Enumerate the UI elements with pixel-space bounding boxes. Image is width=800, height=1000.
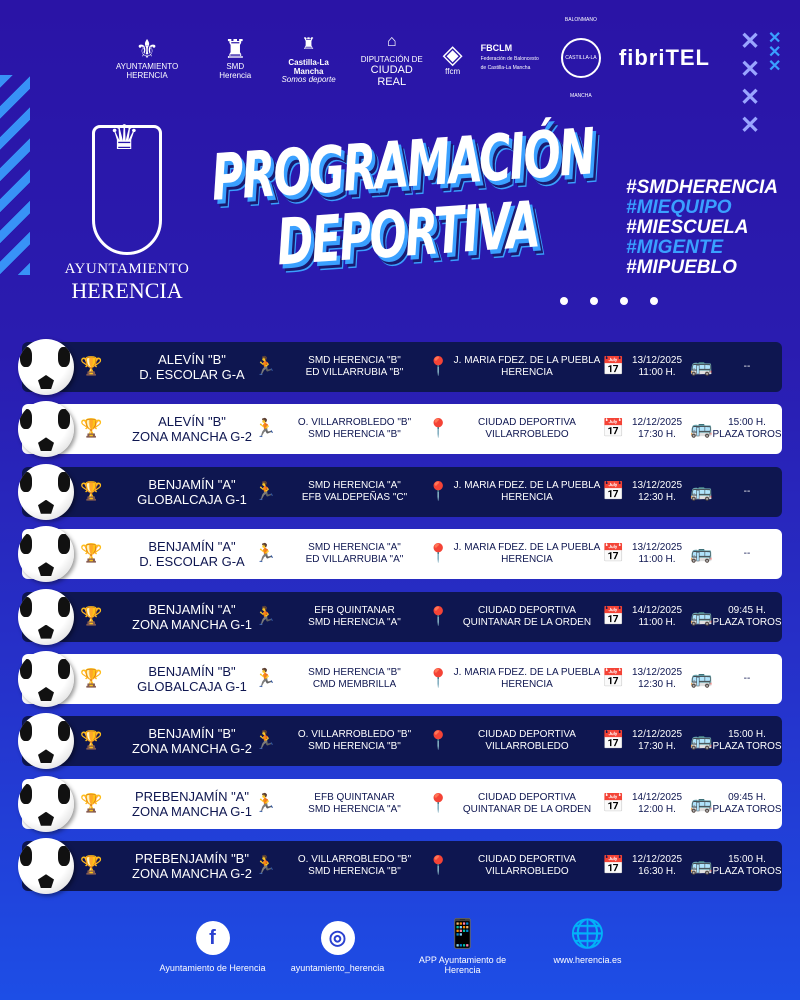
location-pin-icon: 📍 (427, 792, 450, 813)
venue (447, 480, 607, 504)
category-line2: D. ESCOLAR G-A (139, 367, 245, 382)
calendar-icon: 📅 (602, 668, 625, 688)
trophy-icon: 🏆 (80, 418, 103, 439)
runner-icon: 🏃 (254, 480, 277, 501)
teams-line1: SMD HERENCIA "B" (308, 355, 401, 366)
category-line1: BENJAMÍN "A" (148, 601, 236, 617)
category-line1: BENJAMÍN "B" (148, 726, 236, 742)
date-time-line1: 12/12/2025 (631, 417, 683, 429)
bus-departure-line1: -- (743, 361, 751, 372)
date-time-line1: 14/12/2025 (631, 604, 683, 616)
trophy-icon: 🏆 (80, 543, 103, 564)
calendar-icon: 📅 (602, 605, 625, 626)
trophy-icon: 🏆 (80, 855, 103, 876)
date-time (627, 667, 687, 691)
ayuntamiento-crest (62, 125, 192, 304)
calendar-icon: 📅 (602, 418, 625, 439)
bus-departure (707, 729, 787, 753)
category-line2: ZONA MANCHA G-1 (132, 616, 252, 632)
venue-line2: HERENCIA (501, 554, 553, 566)
logo-smd: ♜ SMD Herencia (219, 34, 252, 80)
category (127, 664, 257, 694)
match-row (22, 716, 782, 766)
teams (292, 355, 417, 379)
venue-line1: J. MARIA FDEZ. DE LA PUEBLA (453, 667, 601, 678)
bus-departure-line1: 09:45 H. (728, 604, 766, 616)
teams-line2: CMD MEMBRILLA (312, 679, 397, 690)
category-line1: BENJAMÍN "B" (148, 664, 236, 679)
footer-label[interactable]: ayuntamiento_herencia (290, 963, 385, 973)
bus-departure (707, 854, 787, 878)
venue-line2: HERENCIA (501, 679, 553, 690)
teams-line2: SMD HERENCIA "B" (308, 741, 401, 753)
bus-departure-line1: 15:00 H. (728, 854, 766, 866)
decorative-crosses: ✕ ✕ ✕ ✕ ✕ ✕ ✕ (740, 28, 782, 139)
category-line1: BENJAMÍN "A" (148, 476, 236, 492)
venue-line1: CIUDAD DEPORTIVA (478, 791, 576, 803)
runner-icon: 🏃 (254, 855, 277, 876)
logo-balonmano: BALONMANO CASTILLA-LA MANCHA (561, 38, 601, 78)
hashtag: #MIEQUIPO (626, 197, 732, 218)
trophy-icon: 🏆 (80, 668, 103, 688)
category (127, 352, 257, 382)
category-line2: ZONA MANCHA G-1 (132, 803, 252, 819)
bus-departure (707, 417, 787, 441)
bus-departure-line1: -- (743, 485, 751, 497)
category (127, 602, 257, 632)
calendar-icon: 📅 (602, 730, 625, 751)
category-line1: ALEVÍN "B" (158, 414, 226, 430)
teams-line1: O. VILLARROBLEDO "B" (297, 417, 412, 429)
soccer-ball-icon (18, 776, 74, 832)
venue-line1: J. MARIA FDEZ. DE LA PUEBLA (453, 479, 601, 491)
calendar-icon: 📅 (602, 792, 625, 813)
soccer-ball-icon (18, 464, 74, 520)
teams (292, 417, 417, 441)
date-time-line2: 17:30 H. (638, 429, 676, 441)
location-pin-icon: 📍 (427, 855, 450, 876)
venue (447, 854, 607, 878)
bus-departure (707, 548, 787, 560)
bus-departure-line1: 15:00 H. (728, 729, 766, 741)
date-time-line1: 13/12/2025 (631, 355, 683, 366)
bus-departure-line1: 09:45 H. (728, 791, 766, 803)
venue (447, 729, 607, 753)
calendar-icon: 📅 (602, 480, 625, 501)
venue (447, 355, 607, 379)
venue (447, 417, 607, 441)
decorative-stripes (0, 75, 30, 275)
teams-line2: SMD HERENCIA "A" (308, 616, 401, 628)
location-pin-icon: 📍 (427, 356, 450, 376)
bus-departure-line1: -- (743, 548, 751, 560)
teams (292, 729, 417, 753)
bus-icon: 🚌 (690, 605, 713, 626)
bus-icon: 🚌 (690, 418, 713, 439)
bus-departure (707, 605, 787, 629)
bus-icon: 🚌 (690, 855, 713, 876)
bus-icon: 🚌 (690, 543, 713, 564)
town-label: HERENCIA (71, 278, 183, 303)
sponsor-logos (100, 17, 710, 99)
soccer-ball-icon (18, 339, 74, 395)
match-row (22, 592, 782, 642)
calendar-icon: 📅 (602, 543, 625, 564)
venue (447, 605, 607, 629)
location-pin-icon: 📍 (427, 668, 450, 688)
footer-label[interactable]: www.herencia.es (553, 955, 622, 965)
bus-departure-line1: 15:00 H. (728, 417, 766, 429)
footer-item[interactable] (150, 925, 275, 975)
footer-contacts (150, 918, 650, 975)
match-row (22, 529, 782, 579)
venue-line1: CIUDAD DEPORTIVA (478, 604, 576, 616)
date-time (627, 605, 687, 629)
teams-line2: SMD HERENCIA "A" (308, 803, 401, 815)
date-time (627, 729, 687, 753)
coat-of-arms-icon (92, 125, 162, 255)
bus-departure (707, 792, 787, 816)
logo-ffcm: ◈ ffcm (442, 38, 463, 76)
mobile-app-icon: 📱 (445, 918, 480, 949)
teams-line1: SMD HERENCIA "A" (308, 479, 401, 491)
logo-diputacion: ⌂ DIPUTACIÓN DE CIUDAD REAL (360, 32, 423, 89)
date-time-line2: 11:00 H. (638, 554, 676, 566)
teams (292, 667, 417, 691)
venue-line2: VILLARROBLEDO (485, 866, 569, 878)
trophy-icon: 🏆 (80, 356, 103, 376)
hashtags (626, 178, 778, 278)
bus-icon: 🚌 (690, 792, 713, 813)
calendar-icon: 📅 (602, 356, 625, 376)
date-time-line1: 14/12/2025 (631, 791, 683, 803)
teams-line2: SMD HERENCIA "B" (308, 866, 401, 878)
date-time (627, 355, 687, 379)
category (127, 539, 257, 569)
teams-line1: EFB QUINTANAR (314, 791, 395, 803)
bus-departure (707, 361, 787, 373)
teams (292, 542, 417, 566)
trophy-icon: 🏆 (80, 792, 103, 813)
bus-departure (707, 673, 787, 685)
footer-label[interactable]: APP Ayuntamiento de Herencia (418, 955, 507, 975)
category (127, 477, 257, 507)
date-time-line2: 17:30 H. (638, 741, 676, 753)
runner-icon: 🏃 (254, 356, 277, 376)
facebook-icon: f (196, 921, 230, 955)
venue-line1: J. MARIA FDEZ. DE LA PUEBLA (453, 542, 601, 554)
category (127, 414, 257, 444)
logo-castilla-la-mancha: ♜ Castilla-La Mancha Somos deporte (281, 35, 336, 85)
date-time-line2: 12:00 H. (638, 803, 676, 815)
teams (292, 605, 417, 629)
category-line2: D. ESCOLAR G-A (139, 554, 245, 570)
trophy-icon: 🏆 (80, 605, 103, 626)
soccer-ball-icon (18, 526, 74, 582)
venue (447, 792, 607, 816)
teams (292, 480, 417, 504)
bus-icon: 🚌 (690, 668, 713, 688)
soccer-ball-icon (18, 713, 74, 769)
runner-icon: 🏃 (254, 792, 277, 813)
footer-item[interactable] (525, 918, 650, 975)
date-time-line1: 13/12/2025 (631, 542, 683, 554)
venue (447, 667, 607, 691)
trophy-icon: 🏆 (80, 730, 103, 751)
footer-label[interactable]: Ayuntamiento de Herencia (159, 963, 266, 973)
page-title (196, 115, 613, 281)
venue-line2: QUINTANAR DE LA ORDEN (462, 803, 592, 815)
date-time-line2: 11:00 H. (638, 616, 676, 628)
teams-line2: ED VILLARRUBIA "B" (305, 367, 404, 378)
venue-line2: HERENCIA (501, 491, 553, 503)
runner-icon: 🏃 (254, 730, 277, 751)
instagram-icon: ◎ (321, 921, 355, 955)
venue-line1: CIUDAD DEPORTIVA (478, 417, 576, 429)
date-time-line1: 12/12/2025 (631, 854, 683, 866)
logo-ayuntamiento: ⚜ AYUNTAMIENTO HERENCIA (115, 34, 179, 80)
match-row (22, 841, 782, 891)
bus-icon: 🚌 (690, 356, 713, 376)
title-line-2: DEPORTIVA (274, 188, 541, 281)
teams-line2: SMD HERENCIA "B" (308, 429, 401, 441)
bus-departure-line2: PLAZA TOROS (712, 866, 782, 878)
bus-departure-line1: -- (743, 673, 751, 684)
soccer-ball-icon (18, 589, 74, 645)
date-time-line2: 12:30 H. (638, 491, 676, 503)
calendar-icon: 📅 (602, 855, 625, 876)
venue (447, 542, 607, 566)
category (127, 726, 257, 756)
date-time-line1: 13/12/2025 (631, 479, 683, 491)
date-time-line2: 12:30 H. (638, 679, 676, 690)
category (127, 789, 257, 819)
category-line1: PREBENJAMÍN "B" (135, 851, 249, 867)
date-time (627, 480, 687, 504)
match-row (22, 654, 782, 704)
date-time-line1: 12/12/2025 (631, 729, 683, 741)
bus-departure (707, 486, 787, 498)
teams-line2: EFB VALDEPEÑAS "C" (301, 491, 408, 503)
venue-line2: HERENCIA (501, 367, 553, 378)
location-pin-icon: 📍 (427, 543, 450, 564)
venue-line2: QUINTANAR DE LA ORDEN (462, 616, 592, 628)
logo-fbclm: FBCLM Federación de Baloncesto de Castilla-La Mancha (480, 43, 539, 71)
date-time-line2: 11:00 H. (638, 367, 676, 378)
location-pin-icon: 📍 (427, 730, 450, 751)
hashtag: #MIPUEBLO (626, 257, 737, 278)
category-line2: GLOBALCAJA G-1 (137, 491, 247, 507)
teams (292, 854, 417, 878)
hashtag: #MIESCUELA (626, 217, 749, 238)
bus-departure-line2: PLAZA TOROS (712, 616, 782, 628)
venue-line1: J. MARIA FDEZ. DE LA PUEBLA (453, 355, 601, 366)
category-line1: ALEVÍN "B" (158, 352, 226, 367)
soccer-ball-icon (18, 651, 74, 707)
bus-departure-line2: PLAZA TOROS (712, 803, 782, 815)
hashtag: #MIGENTE (626, 237, 724, 258)
venue-line2: VILLARROBLEDO (485, 429, 569, 441)
venue-line1: CIUDAD DEPORTIVA (478, 729, 576, 741)
hashtag: #SMDHERENCIA (626, 177, 779, 198)
venue-line2: VILLARROBLEDO (485, 741, 569, 753)
teams-line1: O. VILLARROBLEDO "B" (297, 854, 412, 866)
soccer-ball-icon (18, 838, 74, 894)
teams-line2: ED VILLARRUBIA "A" (305, 554, 404, 566)
match-row (22, 342, 782, 392)
bus-icon: 🚌 (690, 480, 713, 501)
location-pin-icon: 📍 (427, 480, 450, 501)
bus-icon: 🚌 (690, 730, 713, 751)
decorative-dots (560, 297, 658, 305)
date-time-line1: 13/12/2025 (631, 667, 683, 678)
category-line1: PREBENJAMÍN "A" (135, 788, 249, 804)
footer-item[interactable] (275, 925, 400, 975)
category-line2: ZONA MANCHA G-2 (132, 741, 252, 757)
match-row (22, 404, 782, 454)
bus-departure-line2: PLAZA TOROS (712, 741, 782, 753)
title-line-1: PROGRAMACIÓN (208, 115, 597, 216)
match-row (22, 779, 782, 829)
logo-fibritel: fibriTEL (618, 44, 710, 70)
date-time (627, 542, 687, 566)
date-time (627, 854, 687, 878)
teams-line1: SMD HERENCIA "B" (308, 667, 401, 678)
category-line2: GLOBALCAJA G-1 (137, 679, 247, 694)
footer-item[interactable] (400, 918, 525, 975)
venue-line1: CIUDAD DEPORTIVA (478, 854, 576, 866)
date-time-line2: 16:30 H. (638, 866, 676, 878)
category-line2: ZONA MANCHA G-2 (132, 429, 252, 445)
globe-icon: 🌐 (570, 918, 605, 949)
bus-departure-line2: PLAZA TOROS (712, 429, 782, 441)
runner-icon: 🏃 (254, 605, 277, 626)
teams (292, 792, 417, 816)
teams-line1: O. VILLARROBLEDO "B" (297, 729, 412, 741)
teams-line1: EFB QUINTANAR (314, 604, 395, 616)
category-line2: ZONA MANCHA G-2 (132, 866, 252, 882)
location-pin-icon: 📍 (427, 605, 450, 626)
runner-icon: 🏃 (254, 543, 277, 564)
category (127, 851, 257, 881)
trophy-icon: 🏆 (80, 480, 103, 501)
runner-icon: 🏃 (254, 668, 277, 688)
category-line1: BENJAMÍN "A" (148, 539, 236, 555)
runner-icon: 🏃 (254, 418, 277, 439)
teams-line1: SMD HERENCIA "A" (308, 542, 401, 554)
location-pin-icon: 📍 (427, 418, 450, 439)
date-time (627, 417, 687, 441)
soccer-ball-icon (18, 401, 74, 457)
match-row (22, 467, 782, 517)
ayuntamiento-label: AYUNTAMIENTO (64, 261, 190, 277)
date-time (627, 792, 687, 816)
